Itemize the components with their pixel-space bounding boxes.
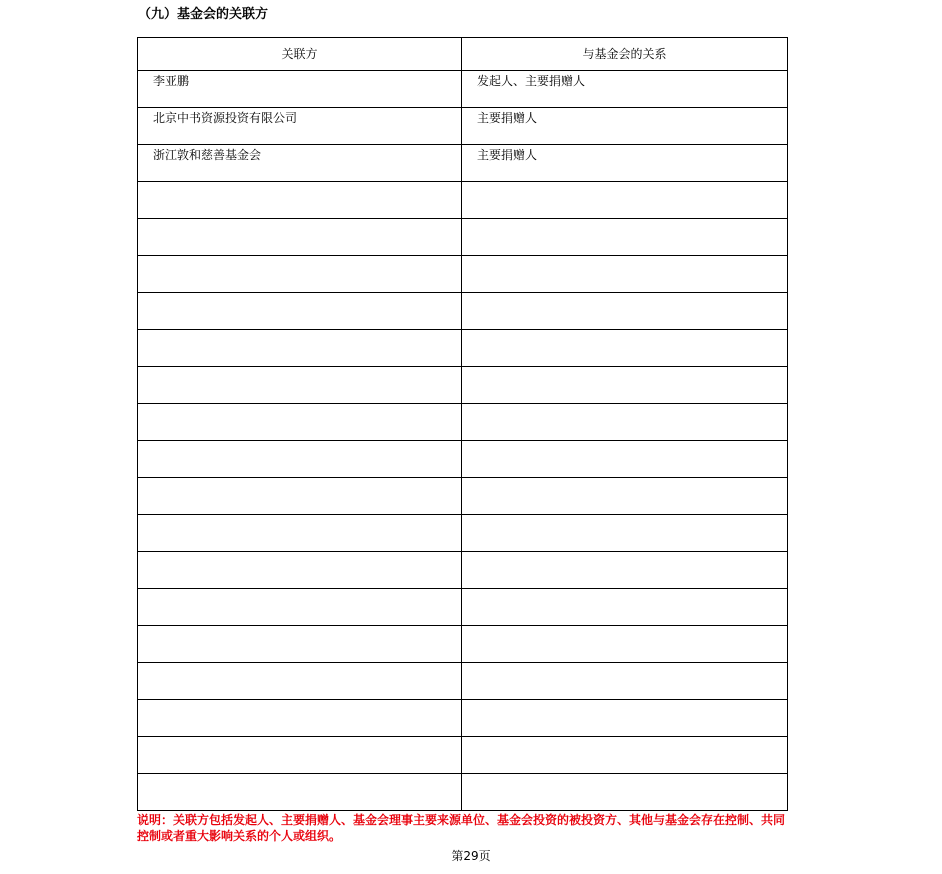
table-row bbox=[138, 367, 788, 404]
cell-related-party bbox=[138, 441, 462, 478]
table-row bbox=[138, 737, 788, 774]
relationship-text bbox=[462, 774, 787, 776]
cell-relationship bbox=[462, 256, 788, 293]
table-header-row bbox=[138, 38, 788, 71]
cell-related-party bbox=[138, 182, 462, 219]
relationship-text: 主要捐赠人 bbox=[477, 111, 538, 125]
relationship-text bbox=[462, 589, 787, 591]
related-party-text bbox=[138, 589, 461, 591]
related-party-text bbox=[138, 330, 461, 332]
cell-relationship bbox=[462, 182, 788, 219]
cell-relationship bbox=[462, 367, 788, 404]
cell-relationship bbox=[462, 552, 788, 589]
cell-related-party bbox=[138, 404, 462, 441]
related-party-text bbox=[138, 774, 461, 776]
table-row bbox=[138, 589, 788, 626]
relationship-text bbox=[462, 256, 787, 258]
table-row bbox=[138, 515, 788, 552]
relationship-text bbox=[462, 182, 787, 184]
cell-relationship bbox=[462, 404, 788, 441]
relationship-text bbox=[462, 404, 787, 406]
header-relationship: 与基金会的关系 bbox=[462, 38, 788, 71]
relationship-text bbox=[462, 330, 787, 332]
related-parties-table bbox=[137, 37, 788, 811]
header-related-party: 关联方 bbox=[138, 38, 462, 71]
cell-relationship bbox=[462, 663, 788, 700]
related-party-text bbox=[138, 552, 461, 554]
cell-related-party bbox=[138, 700, 462, 737]
table-row bbox=[138, 108, 788, 145]
related-party-text bbox=[138, 700, 461, 702]
cell-related-party bbox=[138, 774, 462, 811]
table-row bbox=[138, 441, 788, 478]
cell-relationship bbox=[462, 737, 788, 774]
cell-related-party bbox=[138, 108, 462, 145]
explanation-note: 说明：关联方包括发起人、主要捐赠人、基金会理事主要来源单位、基金会投资的被投资方、其他与基金会存在控制、共同控制或者重大影响关系的个人或组织。 bbox=[137, 813, 786, 843]
relationship-text bbox=[462, 219, 787, 221]
relationship-text bbox=[462, 626, 787, 628]
cell-relationship bbox=[462, 145, 788, 182]
related-party-text: 浙江敦和慈善基金会 bbox=[153, 148, 262, 162]
relationship-text bbox=[462, 441, 787, 443]
related-party-text bbox=[138, 293, 461, 295]
cell-related-party bbox=[138, 626, 462, 663]
cell-related-party bbox=[138, 589, 462, 626]
cell-related-party bbox=[138, 145, 462, 182]
relationship-text bbox=[462, 663, 787, 665]
table-row bbox=[138, 182, 788, 219]
cell-related-party bbox=[138, 478, 462, 515]
table-row bbox=[138, 552, 788, 589]
cell-relationship bbox=[462, 774, 788, 811]
relationship-text bbox=[462, 552, 787, 554]
related-party-text bbox=[138, 219, 461, 221]
page-number: 第29页 bbox=[451, 849, 491, 863]
related-party-text bbox=[138, 367, 461, 369]
relationship-text bbox=[462, 737, 787, 739]
cell-related-party bbox=[138, 367, 462, 404]
relationship-text bbox=[462, 700, 787, 702]
cell-relationship bbox=[462, 108, 788, 145]
cell-relationship bbox=[462, 626, 788, 663]
related-party-text bbox=[138, 182, 461, 184]
table-row bbox=[138, 330, 788, 367]
cell-related-party bbox=[138, 737, 462, 774]
related-party-text: 李亚鹏 bbox=[153, 74, 190, 88]
cell-relationship bbox=[462, 589, 788, 626]
table-row bbox=[138, 145, 788, 182]
related-party-text bbox=[138, 626, 461, 628]
cell-relationship bbox=[462, 441, 788, 478]
related-party-text bbox=[138, 663, 461, 665]
table-row bbox=[138, 626, 788, 663]
related-party-text bbox=[138, 404, 461, 406]
cell-relationship bbox=[462, 71, 788, 108]
table-row bbox=[138, 663, 788, 700]
cell-relationship bbox=[462, 219, 788, 256]
relationship-text bbox=[462, 367, 787, 369]
section-title: （九）基金会的关联方 bbox=[138, 7, 269, 22]
related-party-text bbox=[138, 515, 461, 517]
table-row bbox=[138, 774, 788, 811]
relationship-text: 主要捐赠人 bbox=[477, 148, 538, 162]
cell-related-party bbox=[138, 515, 462, 552]
relationship-text: 发起人、主要捐赠人 bbox=[477, 74, 586, 88]
relationship-text bbox=[462, 515, 787, 517]
table-row bbox=[138, 700, 788, 737]
cell-related-party bbox=[138, 552, 462, 589]
table-row bbox=[138, 478, 788, 515]
cell-relationship bbox=[462, 293, 788, 330]
cell-related-party bbox=[138, 219, 462, 256]
cell-relationship bbox=[462, 330, 788, 367]
cell-related-party bbox=[138, 663, 462, 700]
table-row bbox=[138, 256, 788, 293]
table-row bbox=[138, 219, 788, 256]
cell-relationship bbox=[462, 700, 788, 737]
related-party-text bbox=[138, 478, 461, 480]
related-party-text: 北京中书资源投资有限公司 bbox=[153, 111, 298, 125]
cell-related-party bbox=[138, 256, 462, 293]
cell-relationship bbox=[462, 515, 788, 552]
cell-relationship bbox=[462, 478, 788, 515]
relationship-text bbox=[462, 478, 787, 480]
related-party-text bbox=[138, 256, 461, 258]
cell-related-party bbox=[138, 293, 462, 330]
relationship-text bbox=[462, 293, 787, 295]
table-row bbox=[138, 71, 788, 108]
cell-related-party bbox=[138, 330, 462, 367]
cell-related-party bbox=[138, 71, 462, 108]
related-party-text bbox=[138, 737, 461, 739]
table-row bbox=[138, 404, 788, 441]
related-party-text bbox=[138, 441, 461, 443]
table-row bbox=[138, 293, 788, 330]
